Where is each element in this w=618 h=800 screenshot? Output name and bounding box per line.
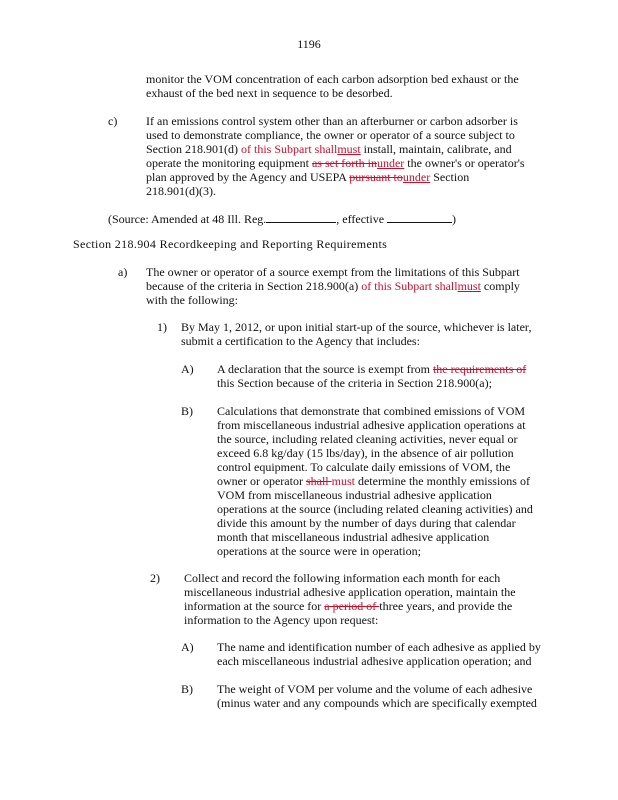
amended-text: of this Subpart shall: [241, 142, 338, 156]
text-run: month that miscellaneous industrial adhesive application: [217, 530, 490, 544]
text-run: owner or operator: [217, 474, 306, 488]
text-line: [184, 585, 516, 599]
text-line: [217, 682, 537, 696]
text-line: [217, 530, 533, 544]
text-run: , effective: [336, 212, 388, 226]
text-line: [181, 334, 531, 348]
text-line: [184, 599, 516, 613]
text-run: comply: [480, 279, 520, 293]
para-a-1-label: 1): [157, 320, 167, 334]
para-a-1-A: [217, 362, 526, 390]
text-line: [217, 640, 541, 654]
para-a-2: [184, 571, 516, 627]
text-run: the source, including related cleaning activities, never equal or: [217, 432, 518, 446]
text-line: [146, 72, 519, 86]
text-run: By May 1, 2012, or upon initial start-up of the source, whichever is later,: [181, 320, 532, 334]
para-a-1: [181, 320, 531, 348]
text-run: information at the source for: [184, 599, 325, 613]
text-line: [217, 654, 541, 668]
text-line: [146, 170, 525, 184]
text-line: [217, 460, 533, 474]
text-line: [184, 613, 516, 627]
text-run: with the following:: [146, 293, 238, 307]
inserted-text: must: [337, 142, 361, 156]
text-run: exceed 6.8 kg/day (15 lbs/day), in the absence of air pollution: [217, 446, 514, 460]
para-a-2-label: 2): [150, 571, 160, 585]
text-run: control equipment. To calculate daily emissions of VOM, the: [217, 460, 511, 474]
text-line: [217, 362, 526, 376]
inserted-text: under: [376, 156, 405, 170]
para-a-2-A-label: A): [181, 640, 194, 654]
text-run: Section 218.904 Recordkeeping and Reporting Requirements: [73, 237, 388, 251]
para-a-2-A: [217, 640, 541, 668]
text-line: [217, 488, 533, 502]
text-line: [146, 86, 519, 100]
para-c-label: c): [108, 114, 118, 128]
text-run: Section: [430, 170, 470, 184]
para-continued: [146, 72, 519, 100]
para-a-1-B: [217, 404, 533, 558]
deleted-text: as set forth in: [311, 156, 377, 170]
text-line: [146, 142, 525, 156]
text-run: each miscellaneous industrial adhesive application operation; and: [217, 654, 532, 668]
text-run: (minus water and any compounds which are specifically exempted: [217, 696, 537, 710]
text-run: monitor the VOM concentration of each carbon adsorption bed exhaust or the: [146, 72, 519, 86]
text-run: operations at the source were in operation;: [217, 544, 421, 558]
deleted-text: shall: [305, 474, 332, 488]
text-line: [184, 571, 516, 585]
text-line: [146, 156, 525, 170]
text-line: [217, 474, 533, 488]
deleted-text: a period of: [324, 599, 380, 613]
text-run: miscellaneous industrial adhesive application operation, maintain the: [184, 585, 516, 599]
deleted-text: pursuant to: [349, 170, 403, 184]
text-line: [181, 320, 531, 334]
text-run: plan approved by the Agency and USEPA: [146, 170, 350, 184]
para-a-1-B-label: B): [181, 404, 193, 418]
text-run: The name and identification number of each adhesive as applied by: [217, 640, 541, 654]
text-run: determine the monthly emissions of: [354, 474, 530, 488]
text-run: from miscellaneous industrial adhesive application operations at: [217, 418, 526, 432]
text-line: [217, 696, 537, 710]
text-run: divide this amount by the number of days during that calendar: [217, 516, 516, 530]
text-line: [146, 128, 525, 142]
text-run: ): [452, 212, 457, 226]
text-run: VOM from miscellaneous industrial adhesive application: [217, 488, 492, 502]
text-run: Section 218.901(d): [146, 142, 241, 156]
text-run: 218.901(d)(3).: [146, 184, 216, 198]
text-run: A declaration that the source is exempt from: [217, 362, 433, 376]
text-run: The owner or operator of a source exempt from the limitations of this Subpart: [146, 265, 520, 279]
para-a-2-B: [217, 682, 537, 710]
amended-text: of this Subpart shall: [361, 279, 458, 293]
text-run: because of the criteria in Section 218.900(a): [146, 279, 362, 293]
text-run: operate the monitoring equipment: [146, 156, 312, 170]
para-a-2-B-label: B): [181, 682, 193, 696]
text-line: [217, 418, 533, 432]
para-a: [146, 265, 520, 307]
deleted-text: the requirements of: [432, 362, 527, 376]
para-a-1-A-label: A): [181, 362, 194, 376]
text-run: three years, and provide the: [379, 599, 513, 613]
text-line: [146, 265, 520, 279]
text-line: [217, 544, 533, 558]
text-run: If an emissions control system other than an afterburner or carbon adsorber is: [146, 114, 518, 128]
inserted-text: under: [402, 170, 431, 184]
text-run: operations at the source (including related cleaning activities) and: [217, 502, 533, 516]
page-number: 1196: [297, 37, 321, 51]
para-c: [146, 114, 525, 198]
text-line: [146, 279, 520, 293]
text-run: Collect and record the following information each month for each: [184, 571, 501, 585]
text-line: [146, 184, 525, 198]
text-line: [108, 211, 456, 225]
text-run: Calculations that demonstrate that combined emissions of VOM: [217, 404, 526, 418]
text-run: information to the Agency upon request:: [184, 613, 379, 627]
text-run: (Source: Amended at 48 Ill. Reg.: [108, 212, 267, 226]
text-run: the owner's or operator's: [404, 156, 525, 170]
text-line: [217, 404, 533, 418]
text-run: install, maintain, calibrate, and: [360, 142, 512, 156]
text-run: this Section because of the criteria in Section 218.900(a);: [217, 376, 492, 390]
text-run: submit a certification to the Agency that includes:: [181, 334, 420, 348]
blank-field: [387, 211, 452, 223]
inserted-text: must: [457, 279, 481, 293]
text-run: exhaust of the bed next in sequence to be desorbed.: [146, 86, 393, 100]
text-line: [146, 114, 525, 128]
text-line: [73, 237, 387, 251]
section-heading: [73, 237, 387, 251]
text-line: [217, 516, 533, 530]
text-line: [217, 432, 533, 446]
para-a-label: a): [118, 265, 128, 279]
blank-field: [266, 211, 336, 223]
text-line: [217, 446, 533, 460]
text-line: [217, 376, 526, 390]
source-note: [108, 211, 456, 225]
text-run: used to demonstrate compliance, the owner or operator of a source subject to: [146, 128, 515, 142]
amended-text: must: [331, 474, 355, 488]
text-line: [217, 502, 533, 516]
text-line: [146, 293, 520, 307]
text-run: The weight of VOM per volume and the volume of each adhesive: [217, 682, 533, 696]
